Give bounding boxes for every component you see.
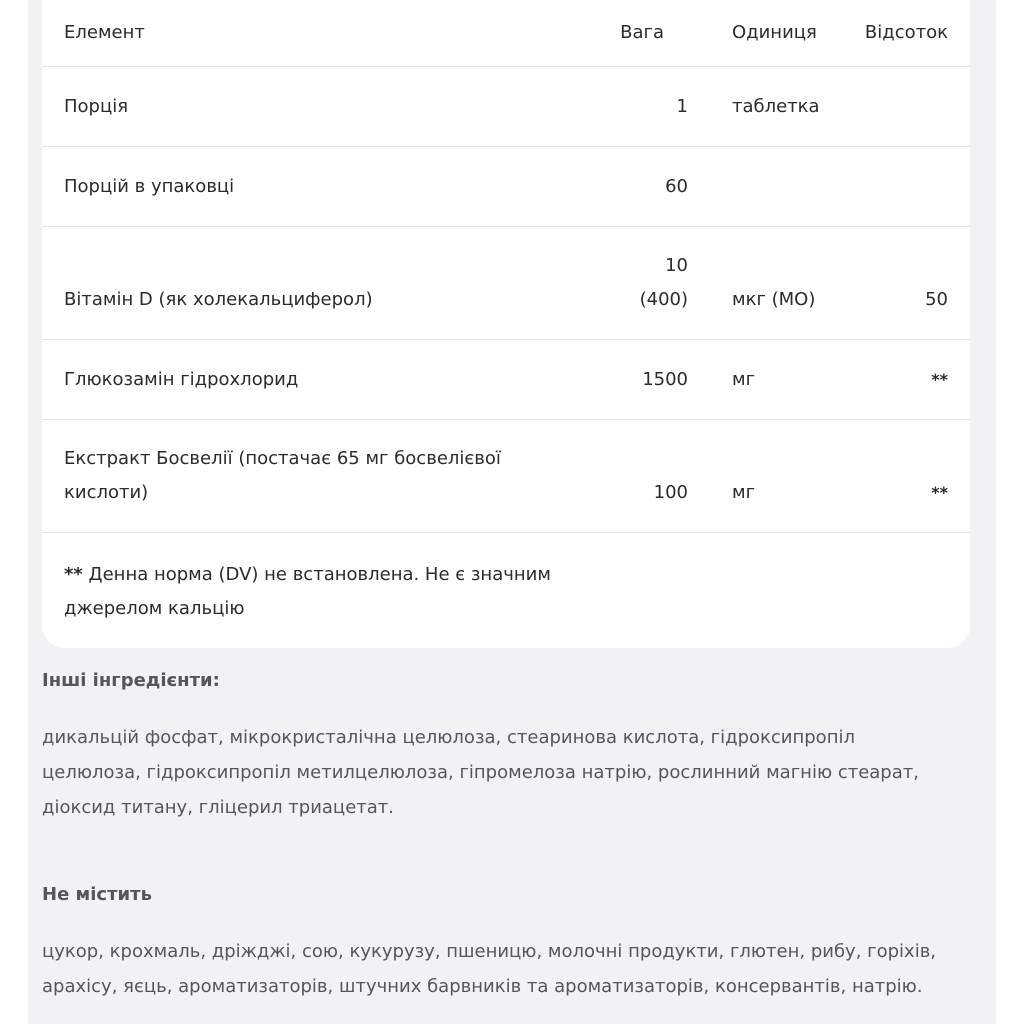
nutrition-table [42,0,970,648]
text-line: целюлоза, гідроксипропіл метилцелюлоза, гіпромелоза натрію, рослинний магнію стеарат, [42,762,919,783]
table-row [42,340,970,420]
cell-percent: ** [931,483,948,502]
table-row [42,67,970,147]
cell-name-line: Екстракт Босвелії (постачає 65 мг босвелієвої [64,448,501,469]
cell-name: Вітамін D (як холекальциферол) [64,289,373,310]
cell-weight: 100 [653,482,688,503]
text-line: діоксид титану, гліцерил триацетат. [42,797,394,818]
cell-unit: мг [732,482,756,503]
text-line: цукор, крохмаль, дріжджі, сою, кукурузу, пшеницю, молочні продукти, глютен, рибу, горіхів, [42,941,937,962]
free-from-title: Не містить [42,884,152,905]
header-unit: Одиниця [732,22,817,43]
footnote-line [64,558,948,592]
cell-weight: 1 [676,95,688,117]
header-percent: Відсоток [864,22,948,43]
cell-name: Порцій в упаковці [64,175,235,197]
cell-weight-line: (400) [639,289,688,310]
header-element: Елемент [64,22,145,43]
text-line: дикальцій фосфат, мікрокристалічна целюлоза, стеаринова кислота, гідроксипропіл [42,727,855,748]
cell-name: Глюкозамін гідрохлорид [64,368,299,390]
cell-unit: таблетка [732,95,820,117]
footnote-text: Денна норма (DV) не встановлена. Не є значним [82,564,551,585]
cell-percent: 50 [925,289,948,310]
footnote-stars: ** [64,564,83,585]
cell-weight [562,249,688,317]
cell-weight-line: 10 [665,255,688,276]
cell-name-line: кислоти) [64,482,149,503]
other-ingredients-text [42,720,962,825]
table-row [42,147,970,227]
cell-weight: 60 [665,175,688,197]
cell-name: Порція [64,95,129,117]
table-row [42,420,970,533]
cell-unit: мкг (МО) [732,289,816,310]
cell-weight: 1500 [642,368,688,390]
table-header-row [42,0,970,67]
table-footnote [42,533,970,648]
header-weight: Вага [620,22,664,43]
cell-name [42,442,562,510]
cell-unit: мг [732,368,756,390]
table-row [42,227,970,340]
page [28,0,996,1024]
cell-percent: ** [931,369,948,389]
text-line: арахісу, яєць, ароматизаторів, штучних барвників та ароматизаторів, консервантів, натрію. [42,976,923,997]
other-ingredients-title: Інші інгредієнти: [42,670,220,691]
footnote-line: джерелом кальцію [64,598,245,619]
free-from-text [42,934,962,1004]
